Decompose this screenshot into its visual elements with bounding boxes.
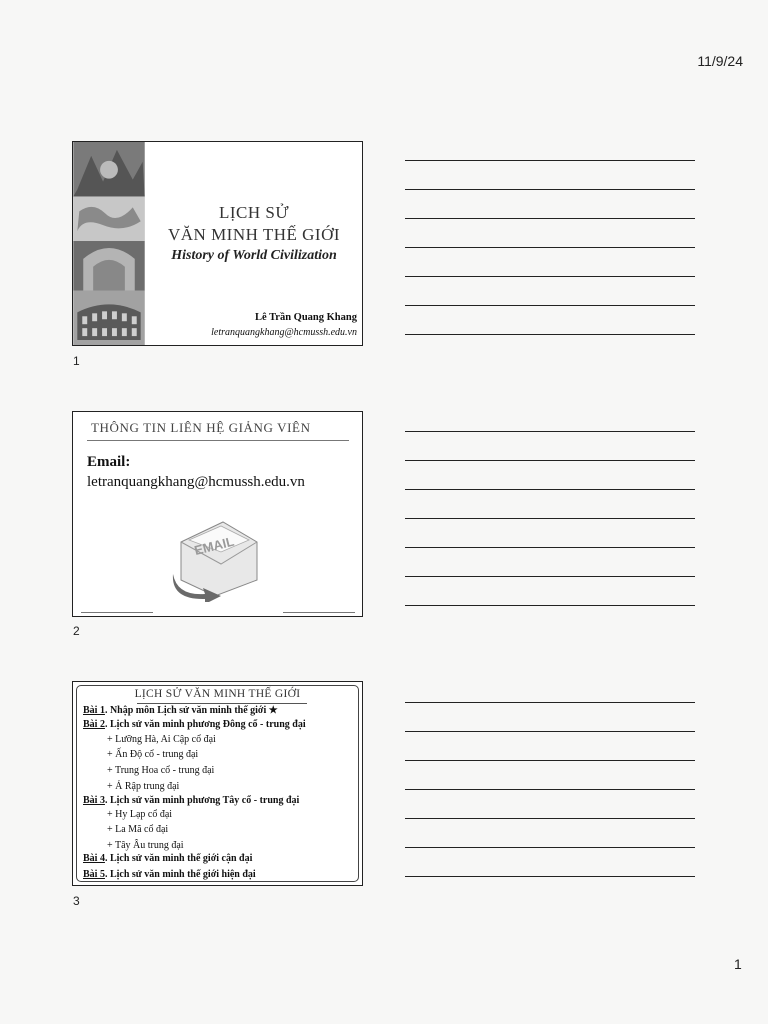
note-line	[405, 789, 695, 790]
lesson-text: . Lịch sử văn minh thế giới hiện đại	[104, 869, 256, 880]
note-line	[405, 847, 695, 848]
lesson-text: . Lịch sử văn minh thế giới cận đại	[104, 853, 253, 864]
note-line	[405, 431, 695, 432]
note-line	[405, 247, 695, 248]
note-line	[405, 305, 695, 306]
slide-1-title-line-1: LỊCH SỬ	[218, 203, 290, 222]
slide-1-author: Lê Trần Quang Khang	[254, 312, 357, 323]
page-number: 1	[734, 956, 742, 972]
slide-1-title	[149, 202, 359, 246]
slide-1-subtitle: History of World Civilization	[171, 248, 337, 263]
lesson-prefix: Bài 1	[83, 705, 105, 716]
note-line	[405, 876, 695, 877]
lesson-subitem: + Ả Rập trung đại	[107, 781, 180, 792]
note-line	[405, 760, 695, 761]
note-line	[405, 702, 695, 703]
slide-1-email: letranquangkhang@hcmussh.edu.vn	[211, 327, 357, 338]
star-icon: ★	[268, 705, 278, 716]
note-line	[405, 547, 695, 548]
slide-2	[72, 411, 363, 617]
slide-3-frame	[76, 685, 359, 882]
lesson-item	[83, 869, 256, 880]
note-line	[405, 160, 695, 161]
slide-2-number: 2	[73, 624, 80, 638]
note-line	[405, 518, 695, 519]
note-line	[405, 460, 695, 461]
lesson-subitem: + Ấn Độ cổ - trung đại	[107, 749, 199, 760]
email-envelope-icon	[165, 512, 265, 602]
slide-3	[72, 681, 363, 886]
slide-3-title: LỊCH SỬ VĂN MINH THẾ GIỚI	[134, 688, 301, 700]
lesson-subitem: + Tây Âu trung đại	[107, 840, 184, 851]
slide-1-title-line-2: VĂN MINH THẾ GIỚI	[167, 225, 341, 244]
lesson-subitem: + Hy Lạp cổ đại	[107, 809, 173, 820]
slide-1-number: 1	[73, 354, 80, 368]
slide-2-email: letranquangkhang@hcmussh.edu.vn	[87, 474, 305, 490]
note-line	[405, 818, 695, 819]
lesson-item	[83, 853, 252, 864]
note-line	[405, 334, 695, 335]
note-line	[405, 576, 695, 577]
slide-3-number: 3	[73, 894, 80, 908]
lesson-item	[83, 719, 306, 730]
lesson-prefix: Bài 5	[83, 869, 105, 880]
lesson-subitem: + La Mã cổ đại	[107, 824, 169, 835]
lesson-subitem: + Trung Hoa cổ - trung đại	[107, 765, 215, 776]
lesson-item	[83, 705, 278, 716]
lesson-prefix: Bài 4	[83, 853, 105, 864]
slide-2-rule	[87, 440, 349, 441]
note-line	[405, 218, 695, 219]
lesson-text: . Nhập môn Lịch sử văn minh thế giới	[104, 705, 267, 716]
slide-1	[72, 141, 363, 346]
lesson-item	[83, 795, 299, 806]
civilization-photo-collage	[73, 142, 145, 345]
email-icon-label: EMAIL	[192, 533, 236, 558]
slide-2-footer-rule-left	[81, 612, 153, 613]
note-line	[405, 731, 695, 732]
note-line	[405, 489, 695, 490]
slide-2-footer-rule-right	[283, 612, 355, 613]
lesson-prefix: Bài 2	[83, 719, 105, 730]
note-line	[405, 189, 695, 190]
slide-2-email-label: Email:	[87, 454, 131, 470]
page-date: 11/9/24	[697, 53, 743, 69]
note-line	[405, 276, 695, 277]
slide-2-heading: THÔNG TIN LIÊN HỆ GIẢNG VIÊN	[91, 420, 311, 435]
lesson-subitem: + Lưỡng Hà, Ai Cập cổ đại	[107, 734, 216, 745]
lesson-text: . Lịch sử văn minh phương Đông cổ - trung đại	[104, 719, 306, 730]
slide-3-rule	[137, 703, 307, 704]
lesson-prefix: Bài 3	[83, 795, 105, 806]
lesson-text: . Lịch sử văn minh phương Tây cổ - trung đại	[104, 795, 300, 806]
note-line	[405, 605, 695, 606]
